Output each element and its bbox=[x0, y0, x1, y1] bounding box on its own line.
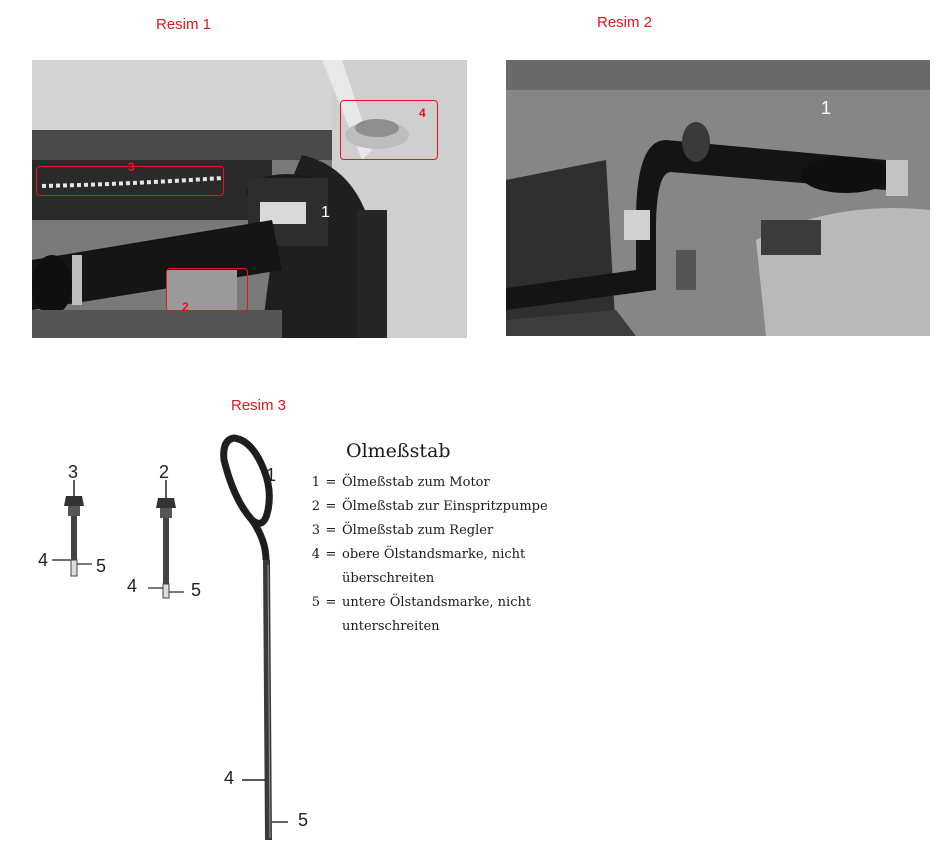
drawing-number-4: 4 bbox=[127, 576, 138, 596]
legend-item-number: 1 bbox=[311, 475, 320, 490]
legend-title: Olmeßstab bbox=[346, 440, 451, 462]
legend-item-equals: = bbox=[325, 475, 337, 490]
resim-2-photo bbox=[506, 60, 930, 336]
legend-item-continuation: unterschreiten bbox=[342, 619, 440, 634]
legend-item-text: Ölmeßstab zur Einspritzpumpe bbox=[342, 499, 548, 514]
legend-item bbox=[310, 591, 630, 615]
legend-item bbox=[310, 471, 630, 495]
legend-item-equals: = bbox=[325, 499, 337, 514]
engine-bay-photo-2 bbox=[506, 60, 930, 336]
legend-item-text: untere Ölstandsmarke, nicht bbox=[342, 595, 532, 610]
legend-item-equals: = bbox=[325, 595, 337, 610]
callout-number-4: 4 bbox=[419, 106, 426, 120]
drawing-number-1: 1 bbox=[266, 465, 277, 485]
legend-item-equals: = bbox=[325, 547, 337, 562]
photo-number-1: 1 bbox=[321, 204, 330, 221]
legend-item-equals: = bbox=[325, 523, 337, 538]
resim-3-label: Resim 3 bbox=[231, 397, 287, 414]
drawing-number-4: 4 bbox=[224, 768, 235, 788]
legend-item bbox=[310, 495, 630, 519]
legend-item-text: Ölmeßstab zum Regler bbox=[342, 523, 494, 538]
legend-item-number: 5 bbox=[311, 595, 320, 610]
resim-1-label: Resim 1 bbox=[156, 16, 212, 33]
callout-box-2 bbox=[166, 268, 248, 312]
callout-number-2: 2 bbox=[182, 300, 189, 314]
drawing-number-5: 5 bbox=[191, 580, 202, 600]
drawing-number-5: 5 bbox=[96, 556, 107, 576]
drawing-number-4: 4 bbox=[38, 550, 49, 570]
legend-item-continuation: überschreiten bbox=[342, 571, 435, 586]
drawing-number-3: 3 bbox=[68, 462, 79, 482]
legend-item bbox=[310, 543, 630, 567]
dipstick-3-drawing bbox=[52, 480, 92, 576]
legend-item-text: Ölmeßstab zum Motor bbox=[342, 475, 490, 490]
resim-1-photo bbox=[32, 60, 467, 338]
legend-item-number: 4 bbox=[311, 547, 320, 562]
legend-list bbox=[310, 471, 630, 639]
resim-2-label: Resim 2 bbox=[597, 14, 653, 31]
legend-item-number: 3 bbox=[311, 523, 320, 538]
drawing-number-2: 2 bbox=[159, 462, 170, 482]
photo-number-1: 1 bbox=[821, 98, 832, 118]
legend-item bbox=[310, 519, 630, 543]
dipstick-2-drawing bbox=[148, 480, 184, 598]
callout-number-3: 3 bbox=[128, 160, 135, 174]
legend-item-text: obere Ölstandsmarke, nicht bbox=[342, 547, 526, 562]
drawing-number-5: 5 bbox=[298, 810, 309, 830]
legend-item-number: 2 bbox=[311, 499, 320, 514]
